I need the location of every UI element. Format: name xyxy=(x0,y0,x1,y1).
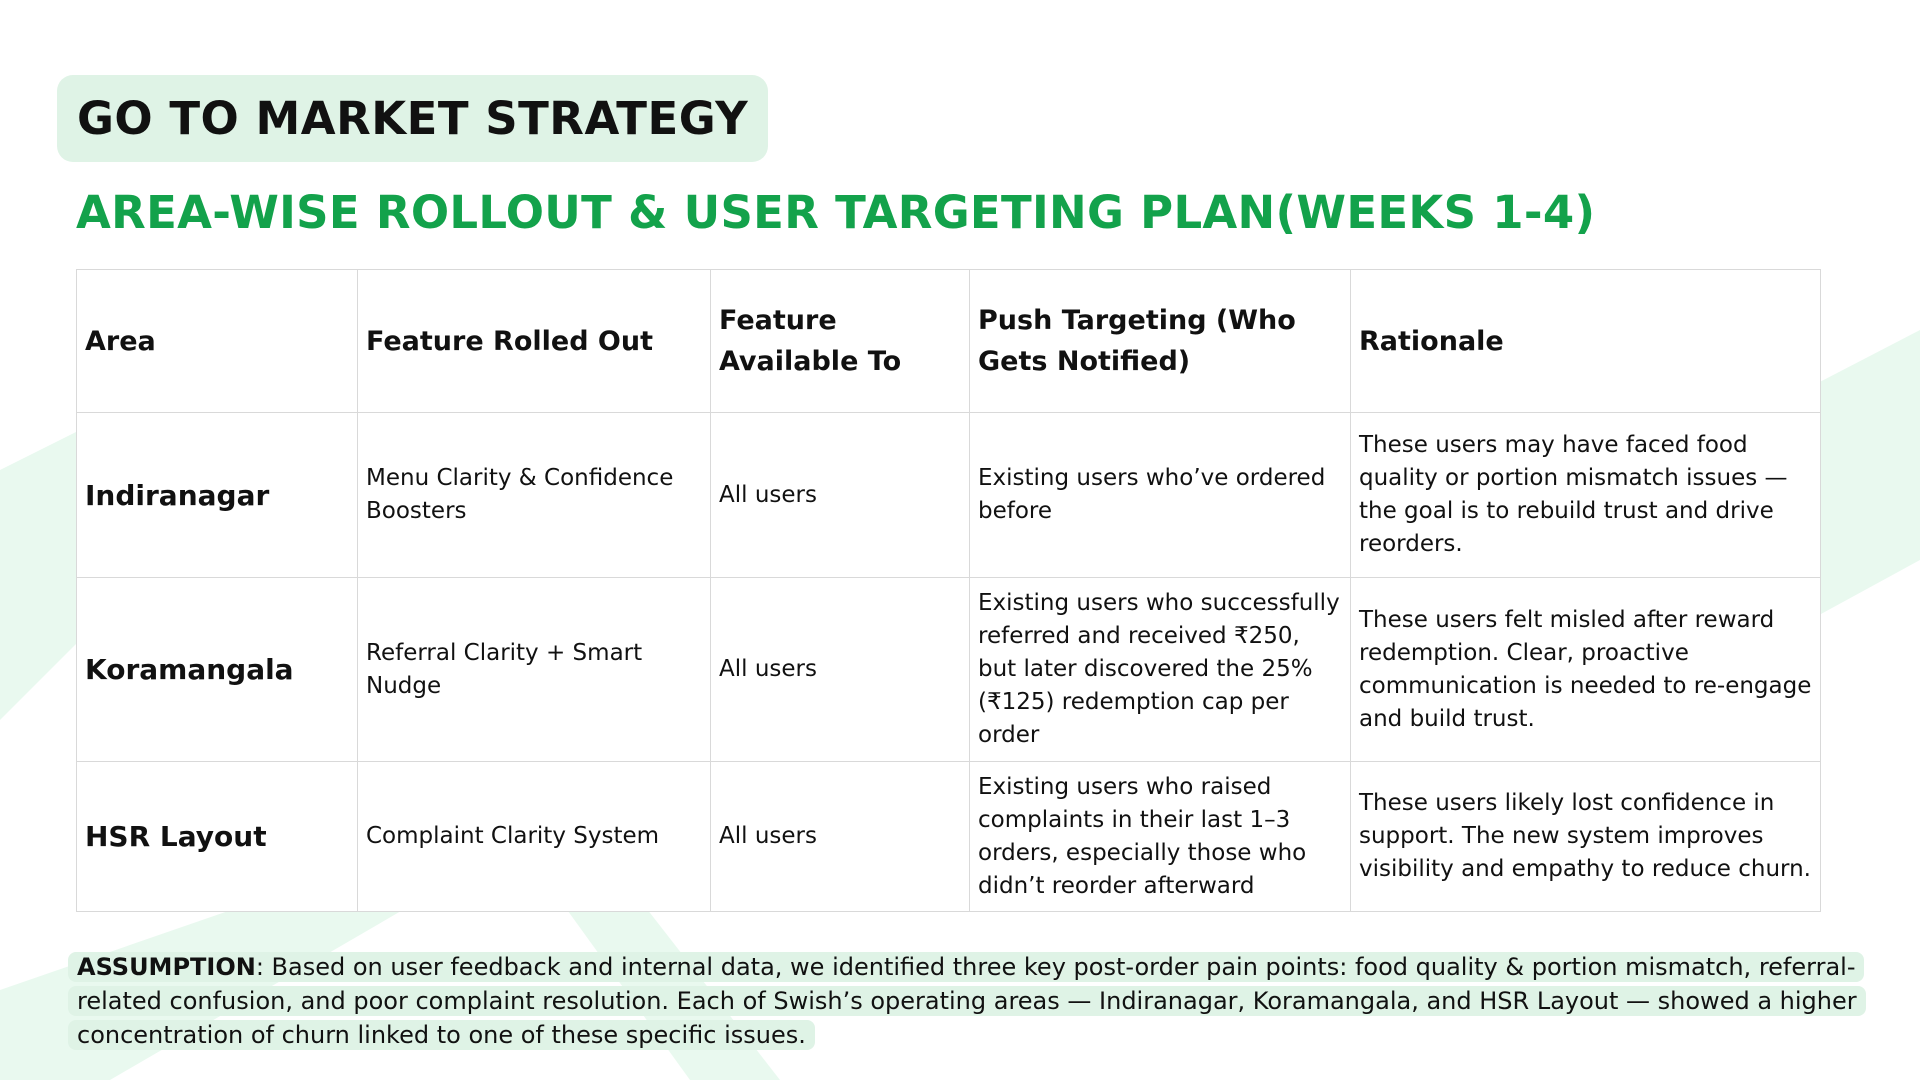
cell-feature: Referral Clarity + Smart Nudge xyxy=(358,578,711,762)
page-title: GO TO MARKET STRATEGY xyxy=(57,75,768,162)
assumption-text: : Based on user feedback and internal data, we identified three key post-order pain points: food quality & portion mismatch, referral-related confusion, and poor complaint resolution. Each of Swish’s operating areas — Indiranagar, Koramangala, and HSR Layout — showed a higher concentration of churn linked to one of these specific issues. xyxy=(77,953,1857,1049)
header-area: Area xyxy=(77,270,358,413)
cell-feature: Menu Clarity & Confidence Boosters xyxy=(358,413,711,578)
cell-area: Koramangala xyxy=(77,578,358,762)
cell-feature: Complaint Clarity System xyxy=(358,762,711,912)
header-available: Feature Available To xyxy=(711,270,970,413)
cell-push: Existing users who raised complaints in their last 1–3 orders, especially those who didn’t reorder afterward xyxy=(970,762,1351,912)
table-header-row xyxy=(77,270,1821,413)
section-subtitle: AREA-WISE ROLLOUT & USER TARGETING PLAN(WEEKS 1-4) xyxy=(76,186,1596,239)
assumption-note xyxy=(68,950,1858,1052)
header-feature: Feature Rolled Out xyxy=(358,270,711,413)
cell-available: All users xyxy=(711,762,970,912)
header-rationale: Rationale xyxy=(1351,270,1821,413)
cell-available: All users xyxy=(711,413,970,578)
table-row xyxy=(77,762,1821,912)
cell-area: HSR Layout xyxy=(77,762,358,912)
cell-push: Existing users who successfully referred and received ₹250, but later discovered the 25% (₹125) redemption cap per order xyxy=(970,578,1351,762)
rollout-table xyxy=(76,269,1821,912)
cell-rationale: These users may have faced food quality or portion mismatch issues — the goal is to rebuild trust and drive reorders. xyxy=(1351,413,1821,578)
assumption-highlight xyxy=(68,952,1866,1050)
cell-area: Indiranagar xyxy=(77,413,358,578)
table-row xyxy=(77,578,1821,762)
cell-rationale: These users likely lost confidence in support. The new system improves visibility and empathy to reduce churn. xyxy=(1351,762,1821,912)
cell-rationale: These users felt misled after reward redemption. Clear, proactive communication is needed to re-engage and build trust. xyxy=(1351,578,1821,762)
header-push: Push Targeting (Who Gets Notified) xyxy=(970,270,1351,413)
assumption-label: ASSUMPTION xyxy=(77,953,256,981)
cell-push: Existing users who’ve ordered before xyxy=(970,413,1351,578)
cell-available: All users xyxy=(711,578,970,762)
table-row xyxy=(77,413,1821,578)
